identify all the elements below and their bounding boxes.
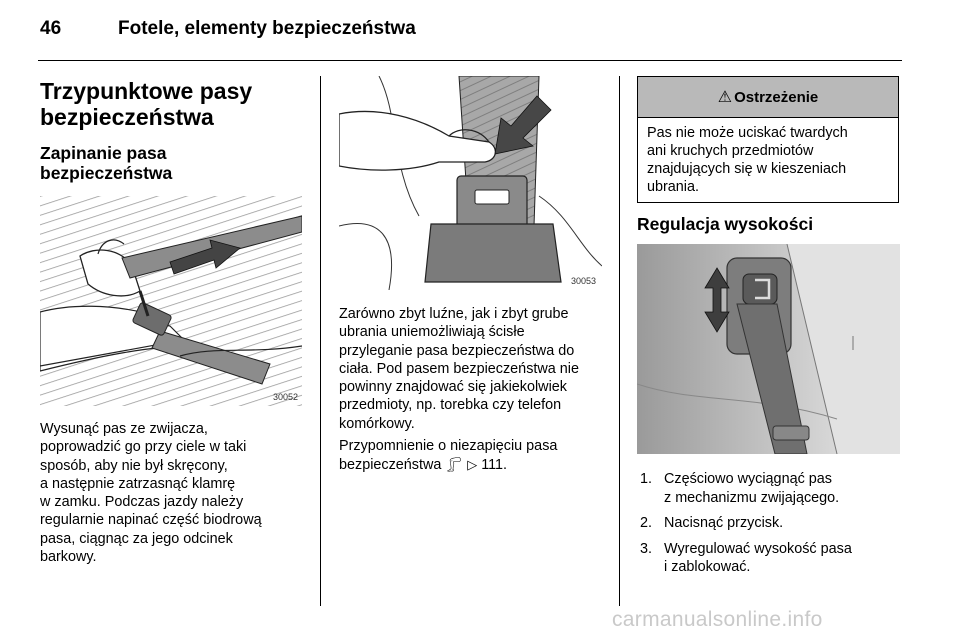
column-divider-left <box>320 76 321 606</box>
step-text: Wyregulować wysokość pasa i zablokować. <box>664 540 852 575</box>
step-text: Częściowo wyciągnąć pas z mechanizmu zwijającego. <box>664 471 840 506</box>
step-text: Nacisnąć przycisk. <box>664 515 784 531</box>
fastening-line: pasa, ciągnąc za jego odcinek <box>40 530 233 547</box>
seatbelt-reminder-icon: 🦵︎ <box>445 456 464 473</box>
fastening-line: sposób, aby nie był skręcony, <box>40 457 228 474</box>
section-title <box>40 78 300 130</box>
clothing-line: ciała. Pod pasem bezpieczeństwa nie <box>339 360 579 377</box>
step-number: 1. <box>640 471 653 487</box>
fastening-line: poprowadzić go przy ciele w taki <box>40 439 247 456</box>
figure-buckle-id: 30053 <box>570 276 596 286</box>
fastening-title <box>40 143 300 183</box>
section-title-line2: bezpieczeństwa <box>40 104 214 130</box>
page-reference-number[interactable]: 111. <box>481 457 508 474</box>
warning-line: znajdujących się w kieszeniach <box>647 161 847 177</box>
fastening-title-line2: bezpieczeństwa <box>40 163 173 183</box>
fastening-title-line1: Zapinanie pasa <box>40 143 167 163</box>
watermark: carmanualsonline.info <box>612 608 823 631</box>
reminder-word: bezpieczeństwa <box>339 457 442 474</box>
step-number: 2. <box>640 515 653 531</box>
clothing-line: przedmioty, np. torebka czy telefon <box>339 397 562 414</box>
clothing-text <box>339 305 614 433</box>
fastening-line: a następnie zatrzasnąć klamrę <box>40 475 236 492</box>
step-item <box>640 540 902 577</box>
clothing-line: powinny znajdować się jakiekolwiek <box>339 379 567 396</box>
warning-line: ubrania. <box>647 179 700 195</box>
step-item <box>640 514 902 533</box>
warning-body <box>638 118 898 196</box>
step-number: 3. <box>640 540 653 557</box>
clothing-line: przyleganie pasa bezpieczeństwa do <box>339 342 575 359</box>
fastening-line: Wysunąć pas ze zwijacza, <box>40 421 208 437</box>
fastening-text <box>40 420 315 566</box>
fastening-line: barkowy. <box>40 549 97 566</box>
section-title-line1: Trzypunktowe pasy <box>40 78 253 104</box>
fastening-line: w zamku. Podczas jazdy należy <box>40 494 244 511</box>
reminder-line <box>339 455 614 474</box>
figure-buckle-clothing <box>339 76 602 290</box>
warning-box <box>637 76 899 203</box>
figure-fastening-id: 30052 <box>272 392 298 402</box>
height-adjustment-title: Regulacja wysokości <box>637 214 814 234</box>
warning-triangle-icon: ⚠︎ <box>717 89 733 106</box>
step-item <box>640 470 902 507</box>
fastening-line: regularnie napinać część biodrową <box>40 512 262 529</box>
figure-height-adjuster <box>637 244 900 454</box>
page-reference-arrow-icon[interactable]: ▷ <box>467 457 478 473</box>
clothing-line: Zarówno zbyt luźne, jak i zbyt grube <box>339 306 569 322</box>
figure-fastening-belt <box>40 196 302 406</box>
warning-header <box>638 77 898 118</box>
warning-line: Pas nie może uciskać twardych <box>647 125 848 141</box>
clothing-line: ubrania uniemożliwiają ścisłe <box>339 324 525 341</box>
clothing-line: komórkowy. <box>339 415 415 432</box>
height-adjustment-steps <box>640 470 902 584</box>
warning-title: Ostrzeżenie <box>734 88 819 106</box>
page-number: 46 <box>40 18 62 39</box>
header-rule <box>38 60 902 61</box>
column-divider-right <box>619 76 620 606</box>
reminder-text <box>339 437 614 475</box>
warning-line: ani kruchych przedmiotów <box>647 143 814 159</box>
header-title: Fotele, elementy bezpieczeństwa <box>118 18 416 39</box>
reminder-line: Przypomnienie o niezapięciu pasa <box>339 438 558 454</box>
